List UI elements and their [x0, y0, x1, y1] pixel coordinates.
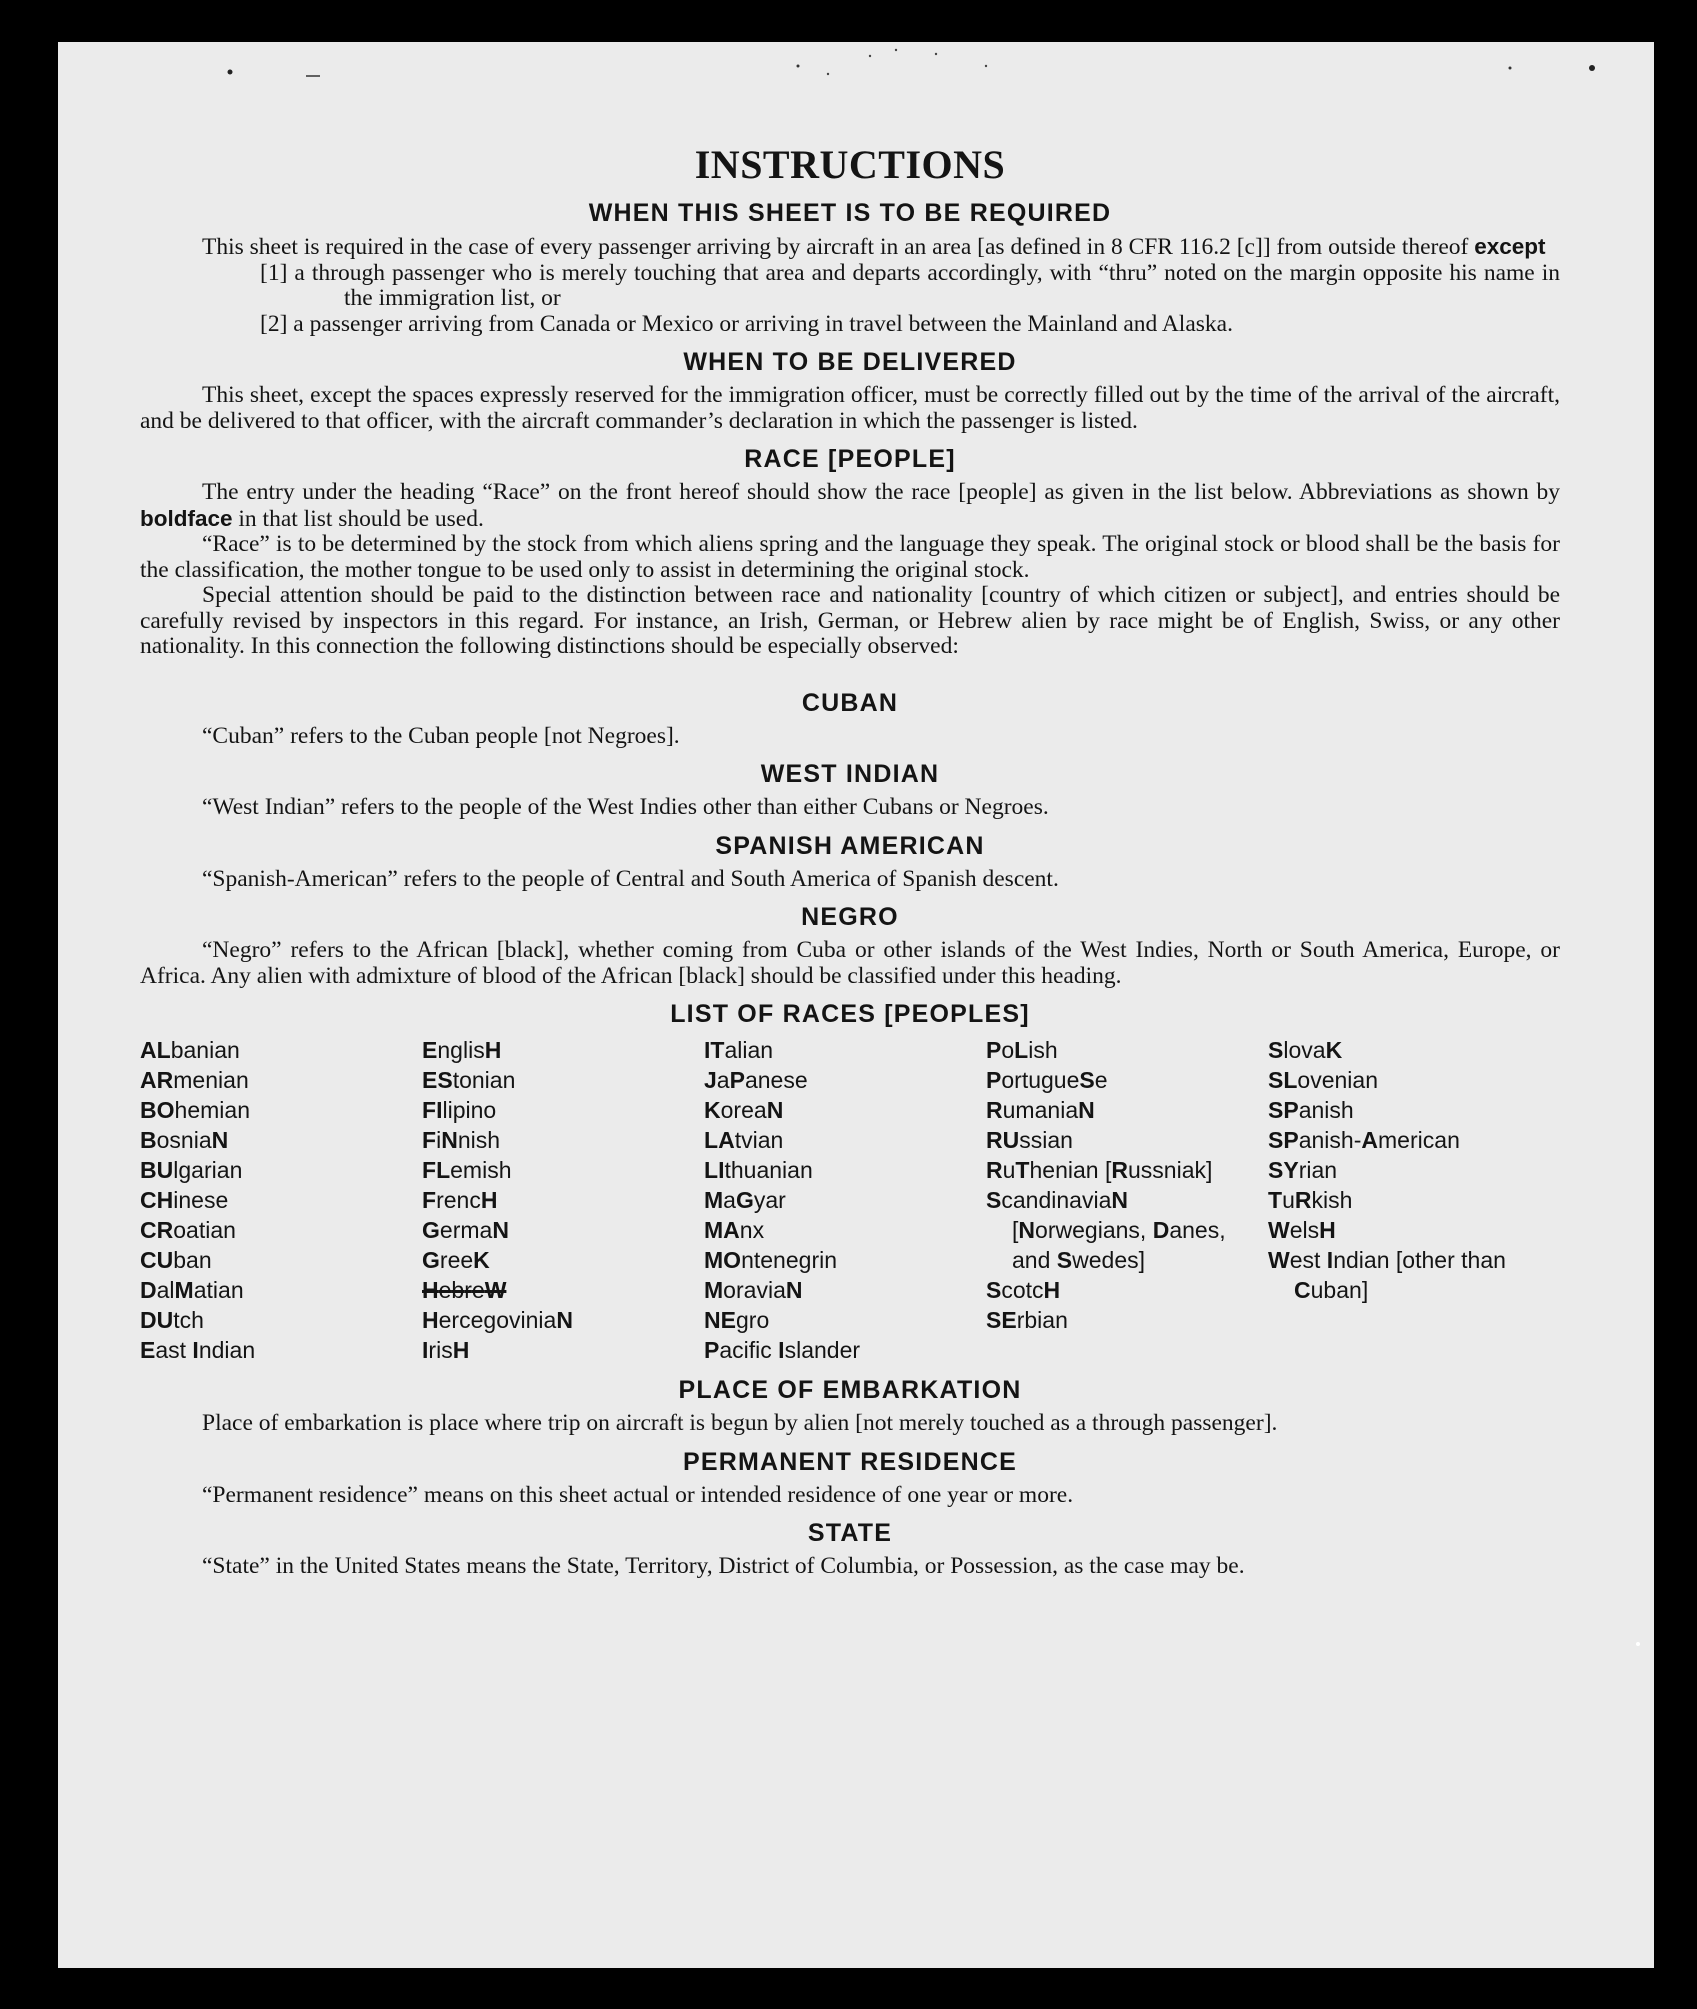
heading-permanent-residence: PERMANENT RESIDENCE [683, 1447, 1017, 1476]
race-item: FLemish [422, 1157, 512, 1183]
race-item: ScotcH [986, 1277, 1061, 1303]
race-item: LAtvian [704, 1127, 784, 1153]
race-list [140, 1035, 1560, 1365]
race-p1-text-c: in that list should be used. [238, 505, 484, 532]
race-item: CUban [140, 1247, 212, 1273]
race-item: CRoatian [140, 1217, 236, 1243]
race-item: BUlgarian [140, 1157, 243, 1183]
race-item: SPanish-American [1268, 1127, 1460, 1153]
spanish-american-text: “Spanish-American” refers to the people of Central and South America of Spanish descent. [202, 865, 1059, 892]
race-column [422, 1035, 704, 1365]
race-item: DUtch [140, 1307, 204, 1333]
race-item: WelsH [1268, 1217, 1336, 1243]
race-item: ALbanian [140, 1037, 240, 1063]
race-item: HercegoviniaN [422, 1307, 573, 1333]
race-item: MAnx [704, 1217, 765, 1243]
heading-negro: NEGRO [801, 903, 899, 931]
heading-race: RACE [PEOPLE] [744, 445, 956, 473]
required-intro [140, 234, 1560, 261]
race-item: GreeK [422, 1247, 490, 1273]
race-p1-boldface: boldface [140, 505, 233, 531]
race-item: FiNnish [422, 1127, 501, 1153]
document-sheet [58, 42, 1654, 1968]
heading-spanish-american: SPANISH AMERICAN [715, 831, 985, 860]
race-item: MoraviaN [704, 1277, 803, 1303]
race-paragraph-1 [140, 480, 1560, 532]
race-item: KoreaN [704, 1097, 784, 1123]
race-item: BOhemian [140, 1097, 250, 1123]
race-item: SYrian [1268, 1157, 1338, 1183]
heading-place-of-embarkation: PLACE OF EMBARKATION [678, 1376, 1022, 1404]
race-item: ARmenian [140, 1067, 249, 1093]
heading-cuban: CUBAN [801, 688, 899, 717]
race-item: EStonian [422, 1067, 516, 1093]
race-item: JaPanese [704, 1067, 808, 1093]
race-item: MaGyar [704, 1187, 786, 1213]
cuban-text: “Cuban” refers to the Cuban people [not Negroes]. [202, 722, 680, 749]
race-item: LIthuanian [704, 1157, 813, 1183]
race-paragraph-3: Special attention should be paid to the distinction between race and nationality [country of which citizen or subject], and entries should be carefully revised by inspectors in this regard. For instance, an Irish, German, or Hebrew alien by race might be of English, Swiss, or any other nationality. In this connection the following distinctions should be especially observed: [140, 582, 1560, 659]
required-item-1: [1] a through passenger who is merely touching that area and departs accordingly, with “thru” noted on the margin opposite his name in the immigration list, or [260, 259, 1560, 311]
race-item: MOntenegrin [704, 1247, 838, 1273]
race-column [1268, 1035, 1550, 1365]
negro-text: “Negro” refers to the African [black], whether coming from Cuba or other islands of the West Indies, North or South America, Europe, or Africa. Any alien with admixture of blood of the African [black] should be classified under this heading. [140, 937, 1560, 989]
race-item: TuRkish [1268, 1187, 1353, 1213]
embarkation-text: Place of embarkation is place where trip on aircraft is begun by alien [not merely touched as a through passenger]. [202, 1410, 1278, 1436]
race-item: DalMatian [140, 1277, 244, 1303]
race-item: RuThenian [Russniak] [986, 1157, 1213, 1183]
race-item: PortugueSe [986, 1067, 1108, 1093]
page-title: INSTRUCTIONS [694, 142, 1006, 187]
heading-list-of-races: LIST OF RACES [PEOPLES] [670, 1000, 1030, 1028]
heading-west-indian: WEST INDIAN [760, 760, 940, 788]
race-column [140, 1035, 422, 1365]
spacer [140, 660, 1560, 678]
race-column [704, 1035, 986, 1365]
state-text: “State” in the United States means the State, Territory, District of Columbia, or Possession, as the case may be. [202, 1553, 1245, 1579]
race-item: Pacific Islander [704, 1337, 861, 1363]
heading-state: STATE [807, 1519, 893, 1547]
race-paragraph-2: “Race” is to be determined by the stock from which aliens spring and the language they speak. The original stock or blood shall be the basis for the classification, the mother tongue to be used only to assist in determining the original stock. [140, 531, 1560, 583]
race-item: GermaN [422, 1217, 509, 1243]
race-item: IrisH [422, 1337, 470, 1363]
race-item: ITalian [704, 1037, 774, 1063]
race-item: NEgro [704, 1307, 770, 1333]
required-item-2: [2] a passenger arriving from Canada or Mexico or arriving in travel between the Mainland and Alaska. [260, 310, 1233, 337]
race-p1-text-a: The entry under the heading “Race” on the front hereof should show the race [people] as given in the list below. Abbreviations as shown by [202, 479, 1560, 505]
race-item: SLovenian [1268, 1067, 1379, 1093]
race-item: ScandinaviaN [Norwegians, Danes, and Swedes] [986, 1187, 1226, 1273]
race-item: PoLish [986, 1037, 1058, 1063]
required-intro-except: except [1474, 234, 1546, 259]
race-column [986, 1035, 1268, 1365]
race-item: RumaniaN [986, 1097, 1095, 1123]
residence-text: “Permanent residence” means on this sheet actual or intended residence of one year or more. [202, 1481, 1074, 1508]
race-item: RUssian [986, 1127, 1073, 1153]
heading-when-required: WHEN THIS SHEET IS TO BE REQUIRED [588, 199, 1112, 227]
heading-when-delivered: WHEN TO BE DELIVERED [683, 348, 1017, 376]
race-item: SPanish [1268, 1097, 1354, 1123]
instructions-content [140, 142, 1560, 1580]
race-item: East Indian [140, 1337, 256, 1363]
race-item: SlovaK [1268, 1037, 1343, 1063]
race-item: SErbian [986, 1307, 1068, 1333]
race-item: CHinese [140, 1187, 229, 1213]
race-item: FIlipino [422, 1097, 497, 1123]
race-item: BosniaN [140, 1127, 229, 1153]
race-item: FrencH [422, 1187, 498, 1213]
race-item: EnglisH [422, 1037, 502, 1063]
west-indian-text: “West Indian” refers to the people of the West Indies other than either Cubans or Negroes. [202, 794, 1049, 820]
required-intro-text: This sheet is required in the case of every passenger arriving by aircraft in an area [as defined in 8 CFR 116.2 [c]] from outside thereof [202, 234, 1469, 260]
race-item: HebreW [422, 1277, 507, 1303]
delivered-text: This sheet, except the spaces expressly reserved for the immigration officer, must be correctly filled out by the time of the arrival of the aircraft, and be delivered to that officer, with the aircraft commander’s declaration in which the passenger is listed. [140, 382, 1560, 434]
race-item: West Indian [other than Cuban] [1268, 1247, 1506, 1303]
